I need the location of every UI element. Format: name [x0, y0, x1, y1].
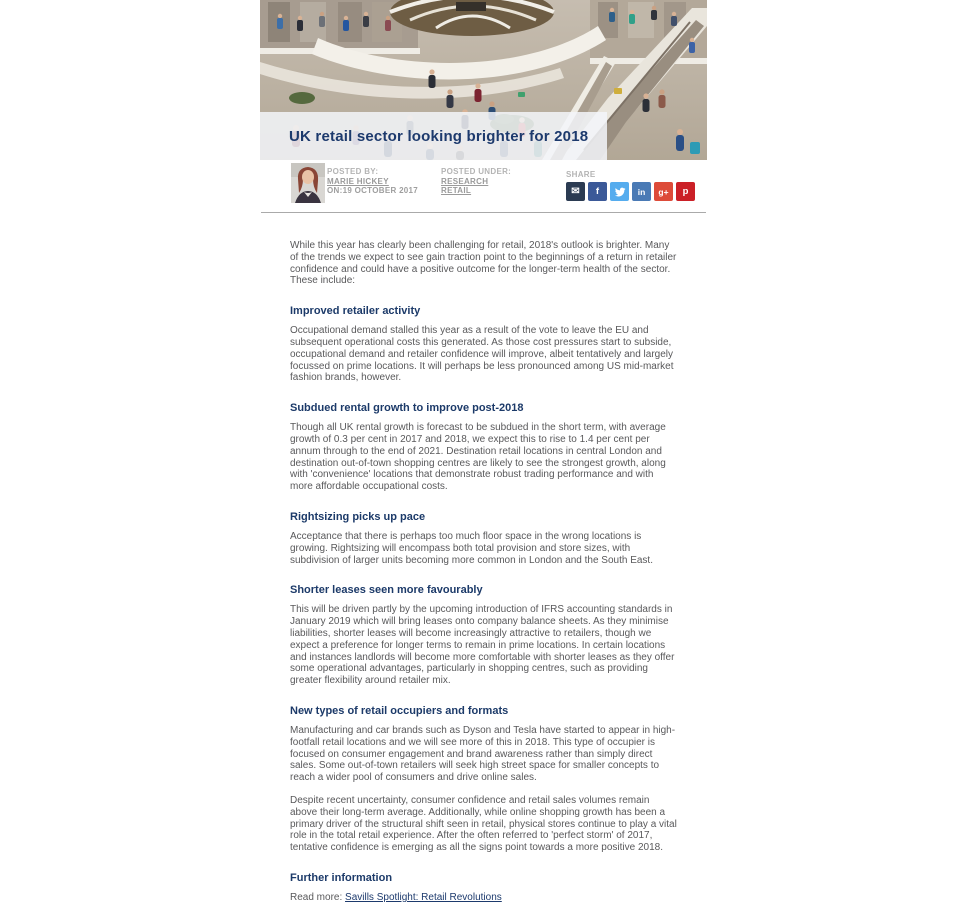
- pinterest-icon: p: [682, 186, 689, 197]
- linkedin-icon: in: [637, 186, 646, 197]
- author-avatar: [291, 163, 325, 203]
- page-title: UK retail sector looking brighter for 2018: [289, 127, 589, 145]
- section-heading-rightsizing: Rightsizing picks up pace: [290, 510, 426, 523]
- share-twitter-button[interactable]: [610, 182, 629, 201]
- post-date: ON:19 OCTOBER 2017: [327, 186, 419, 195]
- share-pinterest-button[interactable]: [676, 182, 695, 201]
- category-link-research[interactable]: RESEARCH: [441, 176, 489, 186]
- share-linkedin-button[interactable]: [632, 182, 651, 201]
- author-link[interactable]: MARIE HICKEY: [327, 176, 389, 186]
- section-paragraph: Though all UK rental growth is forecast to be subdued in the short term, with average growth of 0.3 per cent in 2017 and 2018, we expect this to rise to 1.4 per cent per annum through to the end of 2021. Destination retail locations in central London and destination out-of-town shopping centres are likely to see the strongest growth, along with 'convenience' locations that demonstrate robust trading performance and with more affordable occupational costs.: [290, 422, 666, 493]
- section-divider: [261, 212, 706, 213]
- share-facebook-button[interactable]: [588, 182, 607, 201]
- posted-under-label: POSTED UNDER:: [441, 167, 512, 176]
- share-block: [566, 170, 698, 201]
- section-heading-new-occupiers: New types of retail occupiers and formats: [290, 704, 509, 717]
- hero-image: [260, 0, 707, 160]
- read-more-label: Read more:: [290, 891, 343, 903]
- share-label: SHARE: [566, 170, 596, 179]
- intro-paragraph: While this year has clearly been challenging for retail, 2018's outlook is brighter. Many of the trends we expect to see gain traction point to the beginnings of a return in retailer confidence and could have a positive outcome for the longer-term health of the sector. These include:: [290, 240, 677, 287]
- share-googleplus-button[interactable]: [654, 182, 673, 201]
- article-body: [290, 240, 678, 915]
- posted-by-block: [327, 167, 418, 196]
- section-paragraph: Manufacturing and car brands such as Dyson and Tesla have started to appear in high-footfall retail locations and we will see more of this in 2018. This type of occupier is focused on consumer engagement and brand awareness rather than simply direct sales. Some out-of-town retailers will seek high street space for smaller concepts to reach a wider pool of consumers and drive online sales.: [290, 724, 676, 784]
- category-link-retail[interactable]: RETAIL: [441, 186, 472, 195]
- section-heading-shorter-leases: Shorter leases seen more favourably: [290, 584, 483, 597]
- read-more-link[interactable]: Savills Spotlight: Retail Revolutions: [345, 891, 502, 903]
- section-paragraph: Acceptance that there is perhaps too much floor space in the wrong locations is growing. Rightsizing will encompass both total provision and store sizes, with subdivision of larger units becoming more common in London and the South East.: [290, 530, 653, 566]
- section-paragraph: This will be driven partly by the upcoming introduction of IFRS accounting standards in January 2019 which will bring leases onto company balance sheets. As they minimise liabilities, shorter leases will become increasingly attractive to retailers, though we expect a preference for longer terms to remain in prime locations. In certain locations and instances landlords will become more comfortable with shorter leases as they offer some operational advantages, particularly in shopping centres, such as providing greater flexibility around retailer mix.: [290, 604, 675, 687]
- section-heading-subdued-rental-growth: Subdued rental growth to improve post-2018: [290, 402, 524, 415]
- posted-under-block: [441, 167, 511, 196]
- email-icon: ✉: [571, 186, 580, 197]
- posted-by-label: POSTED BY:: [327, 167, 379, 176]
- read-more-line: [290, 892, 678, 904]
- facebook-icon: f: [595, 186, 600, 197]
- share-email-button[interactable]: [566, 182, 585, 201]
- section-heading-improved-retailer-activity: Improved retailer activity: [290, 305, 421, 318]
- twitter-bird-icon: [614, 186, 626, 198]
- hero-title-band: [260, 112, 607, 160]
- further-information-heading: Further information: [290, 871, 393, 884]
- section-paragraph: Occupational demand stalled this year as a result of the vote to leave the EU and subsequent operational costs this generated. As those cost pressures start to subside, occupational demand and retailer confidence will improve, albeit tentatively and largely focussed on prime locations. It will perhaps be less pronounced among US mid-market fashion brands, however.: [290, 325, 674, 384]
- google-plus-icon: g+: [658, 186, 669, 197]
- section-paragraph: Despite recent uncertainty, consumer confidence and retail sales volumes remain above their long-term average. Additionally, while online shopping growth has been a primary driver of the structural shift seen in retail, physical stores continue to play a vital role in the total retail experience. After the often referred to 'perfect storm' of 2017, tentative confidence is emerging as all the signs point towards a more positive 2018.: [290, 794, 677, 854]
